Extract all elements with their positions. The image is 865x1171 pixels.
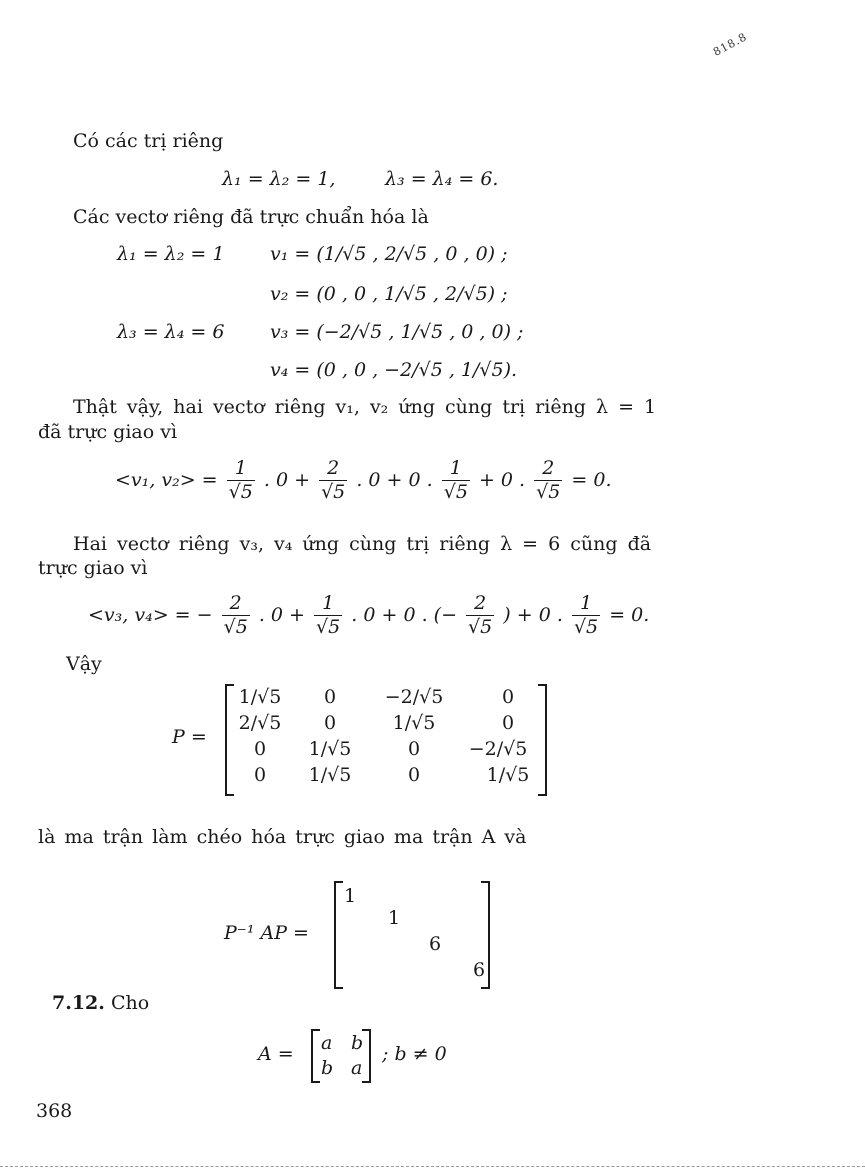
- matrix-a: [311, 1029, 371, 1083]
- eq2-end: = 0.: [609, 603, 650, 626]
- exercise-number: 7.12.: [52, 992, 105, 1014]
- fraction: $\frac{1}{√5}$: [443, 457, 468, 503]
- fraction: $\frac{1}{√5}$: [573, 592, 599, 638]
- exercise-text: Cho: [110, 992, 150, 1014]
- matrix-cell: 0: [323, 686, 337, 708]
- fraction: $\frac{1}{√5}$: [228, 457, 253, 503]
- matrix-p: [225, 684, 547, 796]
- page-bottom-rule: [0, 1166, 865, 1167]
- paragraph-3: là ma trận làm chéo hóa trực giao ma trận A và: [38, 826, 527, 848]
- exercise-heading: [52, 992, 149, 1014]
- paragraph-1-line-2: đã trực giao vì: [38, 421, 178, 443]
- eigenvector-v2: v₂ = (0 , 0 , 1/√5 , 2/√5) ;: [270, 283, 508, 305]
- eq2-term: . 0 + 0 . (−: [351, 603, 457, 626]
- matrix-cell: 0: [407, 764, 421, 786]
- library-stamp: 818.8: [711, 30, 750, 59]
- matrix-p-label: P =: [172, 726, 207, 748]
- diagonal-matrix-label: P⁻¹ AP =: [224, 922, 309, 944]
- eq2-term: . 0 +: [258, 603, 305, 626]
- matrix-cell: 6: [429, 933, 442, 955]
- matrix-cell: 1/√5: [308, 738, 352, 760]
- condition: ; b ≠ 0: [382, 1043, 447, 1065]
- inner-product-v1-v2: [115, 458, 612, 504]
- eq1-lhs: <v₁, v₂> =: [115, 468, 218, 491]
- matrix-cell: 0: [323, 712, 337, 734]
- intro-eigenvectors: Các vectơ riêng đã trực chuẩn hóa là: [73, 206, 429, 228]
- eigenvector-v3: v₃ = (−2/√5 , 1/√5 , 0 , 0) ;: [270, 321, 524, 343]
- matrix-cell: 1/√5: [308, 764, 352, 786]
- therefore-label: Vậy: [66, 653, 102, 675]
- paragraph-1-line-1: Thật vậy, hai vectơ riêng v₁, v₂ ứng cùng trị riêng λ = 1: [73, 396, 657, 418]
- eigenvalues-pair-1: λ₁ = λ₂ = 1,: [222, 168, 336, 190]
- matrix-cell: a: [351, 1057, 363, 1079]
- eigenvector-v4: v₄ = (0 , 0 , −2/√5 , 1/√5).: [270, 359, 518, 381]
- fraction: $\frac{2}{√5}$: [321, 457, 346, 503]
- eigenvalues-pair-2: λ₃ = λ₄ = 6.: [385, 168, 499, 190]
- matrix-cell: b: [321, 1057, 334, 1079]
- page-number: 368: [36, 1100, 73, 1122]
- inner-product-v3-v4: [88, 593, 649, 639]
- matrix-cell: 0: [501, 712, 515, 734]
- paragraph-2-line-2: trực giao vì: [38, 557, 148, 579]
- paragraph-2-line-1: Hai vectơ riêng v₃, v₄ ứng cùng trị riêng λ = 6 cũng đã: [73, 533, 652, 555]
- eq1-term: . 0 + 0 .: [356, 468, 433, 491]
- fraction: $\frac{2}{√5}$: [536, 457, 561, 503]
- eq1-term: . 0 +: [263, 468, 311, 491]
- fraction: $\frac{2}{√5}$: [468, 592, 493, 638]
- matrix-cell: 0: [501, 686, 515, 708]
- matrix-cell: 0: [407, 738, 421, 760]
- matrix-cell: 0: [253, 738, 267, 760]
- eq2-term: ) + 0 .: [503, 603, 563, 626]
- matrix-a-label: A =: [258, 1043, 294, 1065]
- eigenvalue-label-1: λ₁ = λ₂ = 1: [117, 243, 225, 265]
- matrix-cell: b: [351, 1032, 364, 1054]
- intro-eigenvalues: Có các trị riêng: [73, 130, 224, 152]
- matrix-cell: 6: [473, 959, 486, 981]
- eq1-term: + 0 .: [478, 468, 526, 491]
- eq2-lhs: <v₃, v₄> = −: [88, 603, 213, 626]
- matrix-cell: 1/√5: [392, 712, 436, 734]
- eq1-end: = 0.: [571, 468, 612, 491]
- matrix-cell: 1/√5: [238, 686, 282, 708]
- diagonal-matrix: [334, 881, 490, 989]
- matrix-cell: −2/√5: [468, 738, 528, 760]
- fraction: $\frac{1}{√5}$: [316, 592, 341, 638]
- matrix-cell: a: [321, 1032, 333, 1054]
- matrix-cell: 1/√5: [486, 764, 530, 786]
- matrix-cell: 1: [344, 885, 357, 907]
- eigenvalue-label-2: λ₃ = λ₄ = 6: [117, 321, 225, 343]
- fraction: $\frac{2}{√5}$: [223, 592, 248, 638]
- eigenvector-v1: v₁ = (1/√5 , 2/√5 , 0 , 0) ;: [270, 243, 508, 265]
- matrix-cell: 0: [253, 764, 267, 786]
- matrix-cell: 1: [388, 907, 401, 929]
- matrix-cell: −2/√5: [384, 686, 444, 708]
- matrix-cell: 2/√5: [238, 712, 282, 734]
